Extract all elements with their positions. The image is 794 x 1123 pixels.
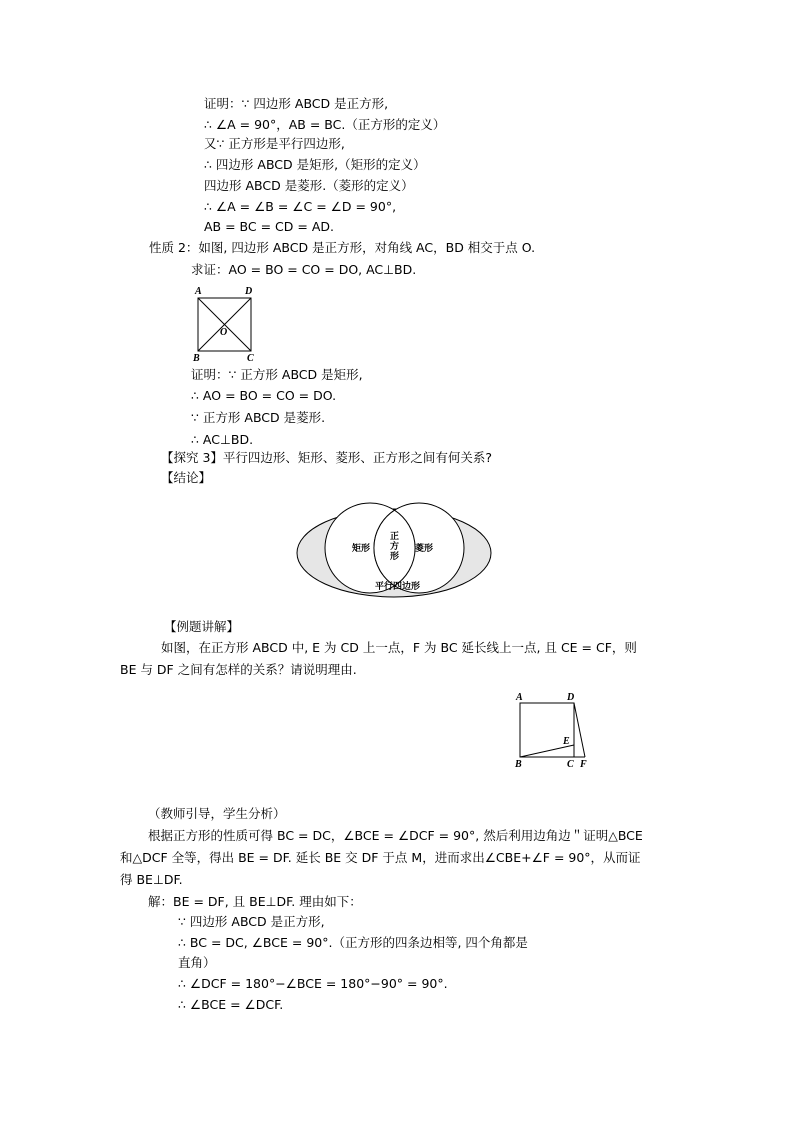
guidance-line-3: 得 BE⊥DF. — [120, 872, 183, 887]
solution-line-3: ∴ BC = DC, ∠BCE = 90°.（正方形的四条边相等, 四个角都是 — [178, 935, 528, 950]
segment-df — [574, 703, 585, 757]
example-problem-line-2: BE 与 DF 之间有怎样的关系？请说明理由. — [120, 662, 357, 677]
venn-parallelogram-label: 平行四边形 — [375, 581, 421, 591]
quadrilateral-venn-diagram — [295, 506, 495, 598]
solution-line-5: ∴ ∠DCF = 180°−∠BCE = 180°−90° = 90°. — [178, 976, 448, 991]
square-diagonals-figure — [188, 284, 268, 366]
example-heading: 【例题讲解】 — [164, 619, 240, 634]
venn-square-char-3: 形 — [390, 551, 400, 561]
label-c: C — [247, 353, 254, 364]
proof1-line-6: ∴ ∠A = ∠B = ∠C = ∠D = 90°, — [204, 199, 397, 214]
solution-line-2: ∵ 四边形 ABCD 是正方形, — [178, 914, 325, 929]
label-b: B — [193, 353, 200, 364]
square-example-figure — [510, 688, 595, 773]
proof1-line-3: 又∵ 正方形是平行四边形, — [204, 136, 345, 151]
label-b: B — [515, 759, 522, 770]
solution-line-1: 解：BE = DF, 且 BE⊥DF. 理由如下： — [148, 894, 362, 909]
solution-line-6: ∴ ∠BCE = ∠DCF. — [178, 997, 284, 1012]
proof2-line-1: 证明：∵ 正方形 ABCD 是矩形, — [191, 367, 363, 382]
example-problem-line-1: 如图，在正方形 ABCD 中, E 为 CD 上一点，F 为 BC 延长线上一点, 且 CE = CF，则 — [161, 640, 637, 655]
proof2-line-4: ∴ AC⊥BD. — [191, 432, 254, 447]
guidance-line-1: 根据正方形的性质可得 BC = DC，∠BCE = ∠DCF = 90°, 然后利用边角边＂证明△BCE — [148, 828, 643, 843]
explore3-heading: 【探究 3】平行四边形、矩形、菱形、正方形之间有何关系? — [161, 450, 493, 465]
venn-square-char-1: 正 — [390, 531, 400, 541]
property2-statement: 性质 2：如图, 四边形 ABCD 是正方形，对角线 AC，BD 相交于点 O. — [149, 240, 536, 255]
proof2-line-2: ∴ AO = BO = CO = DO. — [191, 388, 337, 403]
proof1-line-2: ∴ ∠A = 90°，AB = BC.（正方形的定义） — [204, 117, 446, 132]
label-a: A — [516, 692, 523, 703]
label-d: D — [245, 286, 253, 297]
proof1-line-5: 四边形 ABCD 是菱形.（菱形的定义） — [204, 178, 414, 193]
proof2-line-3: ∵ 正方形 ABCD 是菱形. — [191, 410, 326, 425]
property2-prove: 求证：AO = BO = CO = DO, AC⊥BD. — [191, 262, 417, 277]
guidance-line-2: 和△DCF 全等，得出 BE = DF. 延长 BE 交 DF 于点 M，进而求出∠CBE+∠F = 90°，从而证 — [120, 850, 641, 865]
label-c: C — [567, 759, 574, 770]
label-a: A — [195, 286, 202, 297]
venn-square-char-2: 方 — [390, 541, 400, 551]
guidance-heading: （教师引导，学生分析） — [148, 806, 286, 821]
solution-line-4: 直角） — [178, 955, 216, 970]
label-f: F — [580, 759, 587, 770]
square-abcd — [520, 703, 574, 757]
proof1-line-7: AB = BC = CD = AD. — [204, 219, 334, 234]
venn-rhombus-label: 菱形 — [415, 543, 434, 553]
label-d: D — [567, 692, 575, 703]
conclusion-label: 【结论】 — [161, 470, 212, 485]
label-e: E — [563, 736, 570, 747]
label-o: O — [220, 327, 228, 338]
proof1-line-1: 证明：∵ 四边形 ABCD 是正方形, — [204, 96, 389, 111]
proof1-line-4: ∴ 四边形 ABCD 是矩形,（矩形的定义） — [204, 157, 426, 172]
venn-rectangle-label: 矩形 — [352, 543, 371, 553]
